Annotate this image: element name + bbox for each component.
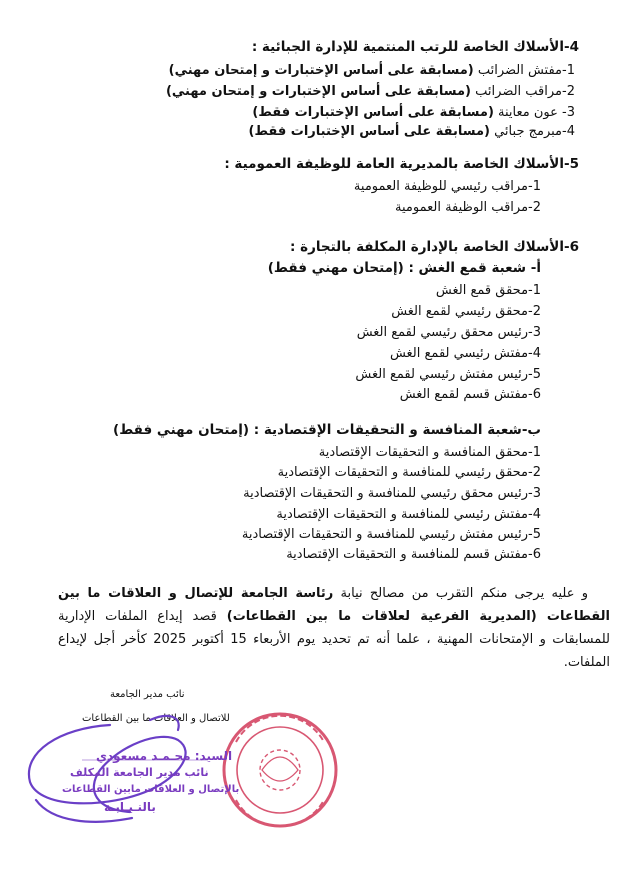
branch-a-item-6: 6-مفتش قسم لقمع الغش — [399, 387, 541, 402]
section-4-heading: 4-الأسلاك الخاصة للرتب المنتمية للإدارة الجبائية : — [251, 39, 579, 55]
branch-b-item-4: 4-مفتش رئيسي للمنافسة و التحقيقات الإقتصادية — [276, 507, 541, 522]
signatory-title: نائب مدير الجامعة — [110, 689, 185, 700]
section-4-item-1: 1-مفتش الضرائب (مسابقة على أساس الإختبارات و إمتحان مهني) — [168, 63, 575, 78]
branch-b-item-1: 1-محقق المنافسة و التحقيقات الإقتصادية — [318, 445, 541, 460]
branch-b-item-3: 3-رئيس محقق رئيسي للمنافسة و التحقيقات الإقتصادية — [243, 486, 541, 501]
section-5-item-2: 2-مراقب الوظيفة العمومية — [395, 200, 541, 215]
branch-b-item-5: 5-رئيس مفتش رئيسي للمنافسة و التحقيقات الإقتصادية — [241, 527, 541, 542]
section-4-item-4: 4-مبرمج جبائي (مسابقة على أساس الإختبارات فقط) — [248, 124, 575, 139]
branch-a-item-1: 1-محقق قمع الغش — [435, 283, 541, 298]
section-6-heading: 6-الأسلاك الخاصة بالإدارة المكلفة بالتجارة : — [290, 239, 579, 255]
branch-a-item-2: 2-محقق رئيسي لقمع الغش — [391, 304, 541, 319]
branch-a-item-5: 5-رئيس مفتش رئيسي لقمع الغش — [355, 367, 541, 382]
section-4-item-3: 3- عون معاينة (مسابقة على أساس الإختبارات فقط) — [252, 105, 575, 120]
stamp-title: نائب مدير الجامعة المكلف — [70, 766, 209, 779]
stamp-name: السيد: محـمـد مسعودي — [96, 749, 233, 763]
branch-a-item-3: 3-رئيس محقق رئيسي لقمع الغش — [356, 325, 541, 340]
signatory-department: للاتصال و العلاقات ما بين القطاعات — [82, 713, 230, 724]
stamp-interim: بالنـيـابـة — [104, 800, 156, 814]
branch-b-item-2: 2-محقق رئيسي للمنافسة و التحقيقات الإقتصادية — [277, 465, 541, 480]
stamp-department: بالإتصال و العلاقات مابين القطاعات — [62, 784, 240, 795]
closing-paragraph: و عليه يرجى منكم التقرب من مصالح نيابة رئاسة الجامعة للإتصال و العلاقات ما بين القطاعات (المديرية الفرعية لعلاقات ما بين القطاعات) قصد إيداع الملفات الإدارية للمسابقات و الإمتحانات المهنية ، علما أنه تم تحديد يوم الأربعاء 15 أكتوبر 2025 كأخر أجل لإيداع الملفات. — [58, 586, 610, 670]
section-4-item-2: 2-مراقب الضرائب (مسابقة على أساس الإختبارات و إمتحان مهني) — [165, 84, 575, 99]
section-5-item-1: 1-مراقب رئيسي للوظيفة العمومية — [353, 179, 541, 194]
official-seal — [224, 714, 336, 826]
branch-a-item-4: 4-مفتش رئيسي لقمع الغش — [389, 346, 541, 361]
branch-a-heading: أ- شعبة قمع الغش : (إمتحان مهني فقط) — [267, 260, 541, 276]
branch-b-item-6: 6-مفتش قسم للمنافسة و التحقيقات الإقتصادية — [286, 547, 541, 562]
section-5-heading: 5-الأسلاك الخاصة بالمديرية العامة للوظيفة العمومية : — [224, 156, 579, 172]
branch-b-heading: ب-شعبة المنافسة و التحقيقات الإقتصادية : (إمتحان مهني فقط) — [113, 422, 541, 438]
